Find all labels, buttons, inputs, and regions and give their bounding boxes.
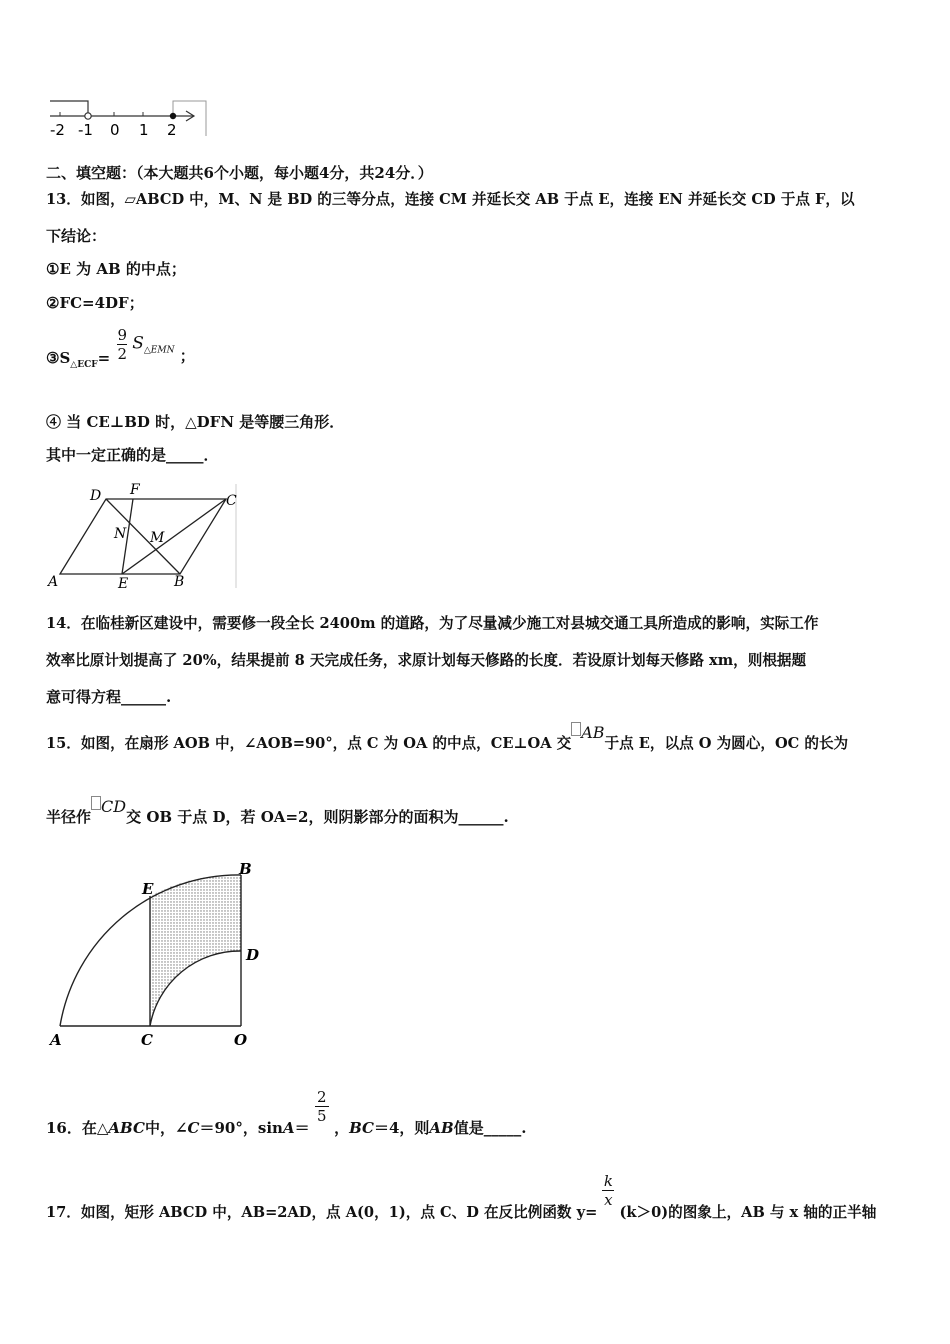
point-label-E: E bbox=[118, 576, 129, 590]
tick-label: 0 bbox=[110, 121, 120, 139]
fraction-9-2: $\frac{9}{2}$ bbox=[117, 326, 127, 363]
tick-label: -2 bbox=[50, 121, 65, 139]
point-label-N: N bbox=[114, 526, 127, 542]
q15-line2: 半径作CD交 OB 于点 D，若 OA=2，则阴影部分的面积为______. bbox=[46, 797, 509, 826]
q15-line1: 15．如图，在扇形 AOB 中，∠AOB=90°，点 C 为 OA 的中点，CE⊥OA 交AB于点 E，以点 O 为圆心，OC 的长为 bbox=[46, 723, 849, 752]
tick-label: 1 bbox=[139, 121, 149, 139]
q13-conclusion-3: $③S_{\triangle ECF}=$ $\frac{9}{2}$ $S_{\triangle EMN}$ ； bbox=[46, 326, 195, 370]
point-label-A: A bbox=[48, 574, 59, 590]
sector-figure bbox=[44, 856, 274, 1056]
q13-conclusion-2: ②FC=4DF； bbox=[46, 294, 144, 312]
point-label-B: B bbox=[174, 574, 185, 590]
q16-line: 16．在△ABC中，∠C＝90°，sinA＝ $\frac{2}{5}$ ，BC＝4，则AB值是_____. bbox=[46, 1088, 527, 1137]
point-label-A: A bbox=[50, 1031, 62, 1049]
point-label-D: D bbox=[246, 946, 260, 964]
arc-CD: CD bbox=[101, 797, 127, 816]
fraction-2-5: $\frac{2}{5}$ bbox=[315, 1088, 329, 1125]
parallelogram-figure bbox=[44, 482, 244, 590]
q13-conclusion-1: ①E 为 AB 的中点； bbox=[46, 260, 186, 278]
point-label-C: C bbox=[226, 493, 237, 509]
q17-line: 17．如图，矩形 ABCD 中，AB=2AD，点 A(0，1)，点 C、D 在反比例函数 y= $\frac{k}{x}$ (k＞0)的图象上，AB 与 x 轴的正半轴 bbox=[46, 1172, 877, 1221]
point-label-D: D bbox=[90, 488, 102, 504]
section-heading: 二、填空题：（本大题共6个小题，每小题4分，共24分．） bbox=[46, 164, 433, 182]
q14-line2: 效率比原计划提高了 20%，结果提前 8 天完成任务，求原计划每天修路的长度．若设原计划每天修路 xm，则根据题 bbox=[46, 652, 807, 669]
tick-label: 2 bbox=[167, 121, 177, 139]
q14-line1: 14．在临桂新区建设中，需要修一段全长 2400m 的道路，为了尽量减少施工对县城交通工具所造成的影响，实际工作 bbox=[46, 615, 819, 632]
point-label-B: B bbox=[239, 860, 252, 878]
point-label-O: O bbox=[234, 1031, 248, 1049]
q13-line1: 13．如图，▱ABCD 中，M、N 是 BD 的三等分点，连接 CM 并延长交 AB 于点 E，连接 EN 并延长交 CD 于点 F，以 bbox=[46, 191, 855, 208]
tick-label: -1 bbox=[78, 121, 93, 139]
arc-AB: AB bbox=[581, 723, 605, 742]
point-label-C: C bbox=[141, 1031, 153, 1049]
number-line-figure bbox=[44, 96, 214, 140]
point-label-M: M bbox=[150, 530, 165, 546]
q13-ask: 其中一定正确的是_____． bbox=[46, 446, 219, 464]
q14-line3: 意可得方程______. bbox=[46, 688, 172, 706]
point-label-E: E bbox=[142, 880, 154, 898]
q13-line2: 下结论： bbox=[46, 227, 107, 245]
q13-conclusion-4: ④ 当 CE⊥BD 时，△DFN 是等腰三角形． bbox=[46, 413, 345, 431]
fraction-k-x: $\frac{k}{x}$ bbox=[603, 1172, 613, 1209]
point-label-F: F bbox=[130, 482, 140, 498]
